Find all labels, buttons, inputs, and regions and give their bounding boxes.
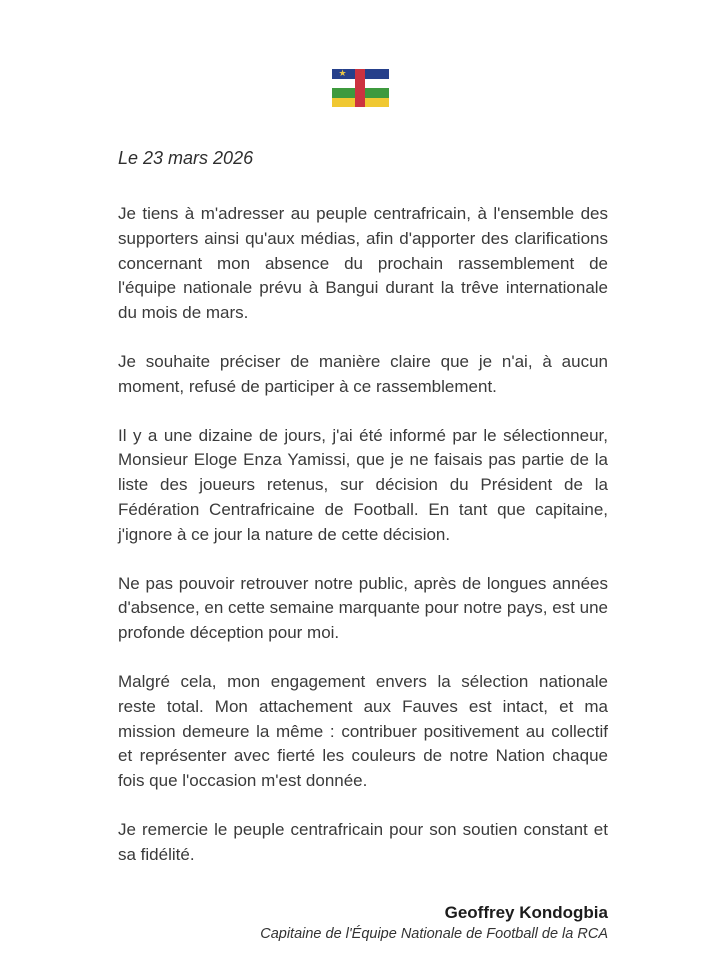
letter-paragraph-5: Malgré cela, mon engagement envers la sélection nationale reste total. Mon attachement aux Fauves est intact, et ma mission demeure la même : contribuer positivement au collectif et représenter avec fierté les couleurs de notre Nation chaque fois que l'occasion m'est donnée.: [118, 671, 608, 791]
flag-star-icon: ★: [338, 68, 347, 78]
flag-stripe-red-vertical: [355, 69, 365, 107]
letter-date: Le 23 mars 2026: [118, 148, 254, 168]
letter-paragraph-2: Je souhaite préciser de manière claire que je n'ai, à aucun moment, refusé de participer à ce rassemblement.: [118, 351, 608, 396]
letter-paragraph-4: Ne pas pouvoir retrouver notre public, après de longues années d'absence, en cette semaine marquante pour notre pays, est une profonde déception pour moi.: [118, 573, 608, 643]
signature-title: Capitaine de l'Équipe Nationale de Football de la RCA: [260, 925, 608, 942]
letter-paragraph-1: Je tiens à m'adresser au peuple centrafricain, à l'ensemble des supporters ainsi qu'aux médias, afin d'apporter des clarifications concernant mon absence du prochain rassemblement de l'équipe nationale prévu à Bangui durant la trêve internationale du mois de mars.: [118, 204, 608, 323]
signature-name: Geoffrey Kondogbia: [444, 902, 608, 922]
central-african-republic-flag-icon: [332, 69, 389, 107]
letter-paragraph-3: Il y a une dizaine de jours, j'ai été informé par le sélectionneur, Monsieur Eloge Enza Yamissi, que je ne faisais pas partie de la liste des joueurs retenus, sur décision du Président de la Fédération Centrafricaine de Football. En tant que capitaine, j'ignore à ce jour la nature de cette décision.: [118, 425, 608, 544]
letter-paragraph-6: Je remercie le peuple centrafricain pour son soutien constant et sa fidélité.: [118, 819, 608, 864]
signature-block: [118, 903, 608, 960]
letter-content: [0, 148, 608, 960]
